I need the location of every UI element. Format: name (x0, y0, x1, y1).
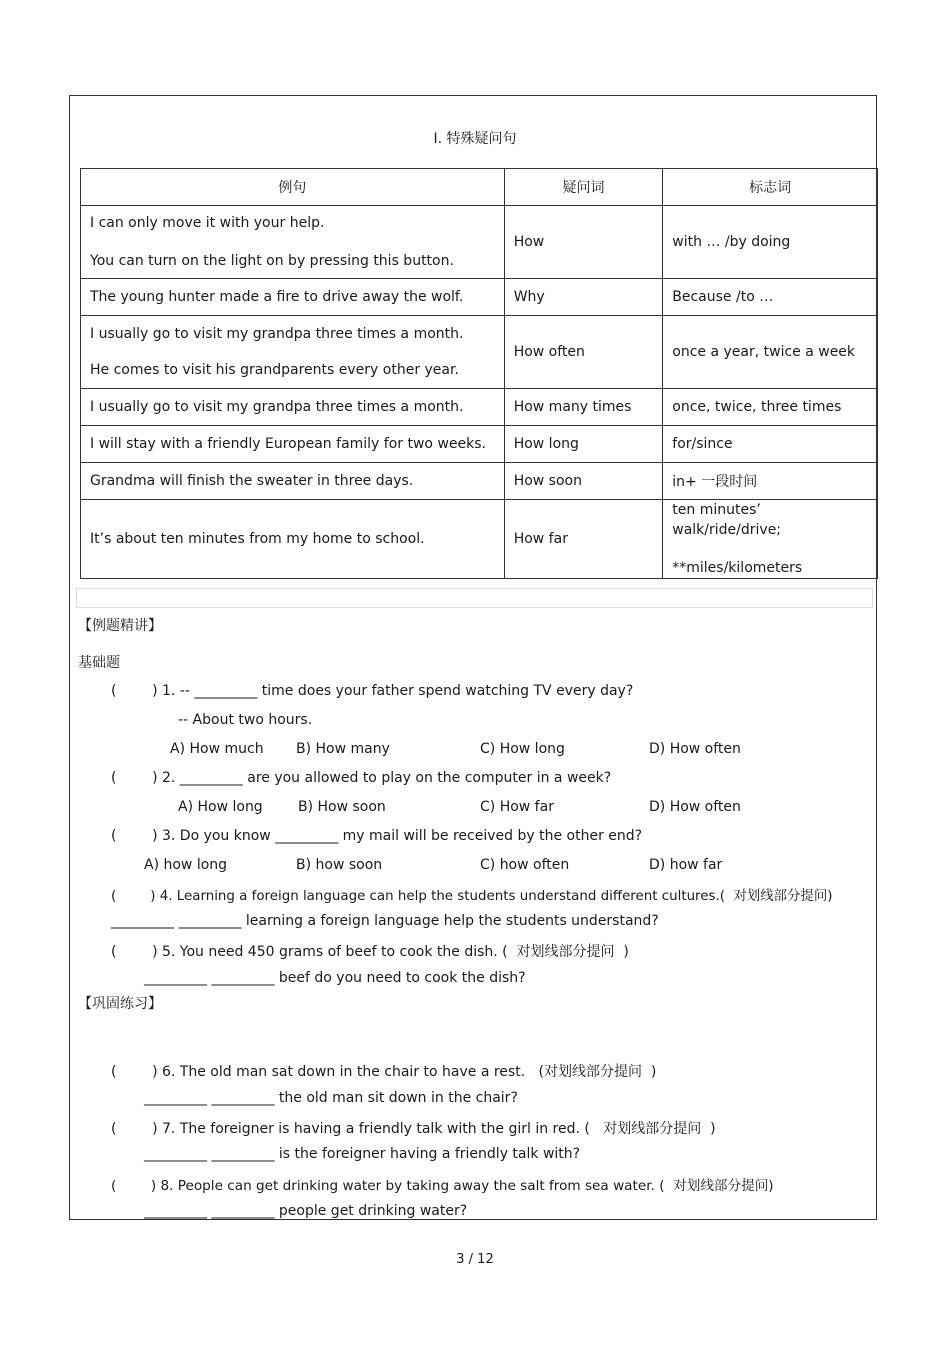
example-sentence: I can only move it with your help. (90, 215, 325, 231)
question-4: ( ) 4. Learning a foreign language can help the students understand different cultures.( 对划线部分提问) (111, 889, 833, 904)
question-3: ( ) 3. Do you know _________ my mail will be received by the other end? (111, 828, 643, 844)
question-8-blank: _________ _________ people get drinking water? (144, 1203, 468, 1219)
header-marker-word: 标志词 (663, 169, 878, 206)
table-row (81, 316, 878, 389)
option-d: D) how far (649, 857, 723, 873)
option-b: B) How soon (298, 799, 386, 815)
option-c: C) how often (480, 857, 570, 873)
marker-word: with … /by doing (663, 206, 878, 279)
example-heading: 【例题精讲】 (78, 618, 162, 634)
question-1-answer: -- About two hours. (178, 712, 313, 728)
question-word: How far (504, 500, 663, 579)
marker-word: Because /to … (663, 279, 878, 316)
table-row (81, 279, 878, 316)
consolidate-heading: 【巩固练习】 (78, 996, 162, 1012)
example-sentence: You can turn on the light on by pressing this button. (90, 253, 454, 269)
section-title: I. 特殊疑问句 (433, 131, 517, 147)
marker-word: in+ 一段时间 (663, 463, 878, 500)
option-c: C) How long (480, 741, 565, 757)
marker-word: **miles/kilometers (672, 560, 803, 576)
question-7-blank: _________ _________ is the foreigner having a friendly talk with? (144, 1146, 581, 1162)
question-5-blank: _________ _________ beef do you need to cook the dish? (144, 970, 526, 986)
page-number: 3 / 12 (456, 1252, 494, 1267)
question-word-table (80, 168, 878, 579)
table-row (81, 206, 878, 279)
question-1: ( ) 1. -- _________ time does your father spend watching TV every day? (111, 683, 634, 699)
question-word: How often (504, 316, 663, 389)
table-row (81, 463, 878, 500)
question-word: How soon (504, 463, 663, 500)
marker-word: once a year, twice a week (663, 316, 878, 389)
example-sentence: Grandma will finish the sweater in three days. (81, 463, 505, 500)
table-header-row (81, 169, 878, 206)
example-sentence: The young hunter made a fire to drive away the wolf. (81, 279, 505, 316)
example-sentence: I usually go to visit my grandpa three times a month. (90, 326, 464, 342)
question-2: ( ) 2. _________ are you allowed to play on the computer in a week? (111, 770, 612, 786)
question-6: ( ) 6. The old man sat down in the chair to have a rest. (对划线部分提问 ) (111, 1064, 657, 1080)
example-sentence: It’s about ten minutes from my home to school. (81, 500, 505, 579)
question-8: ( ) 8. People can get drinking water by taking away the salt from sea water. ( 对划线部分提问) (111, 1178, 774, 1194)
question-word: Why (504, 279, 663, 316)
option-d: D) How often (649, 741, 741, 757)
question-7: ( ) 7. The foreigner is having a friendly talk with the girl in red. ( 对划线部分提问 ) (111, 1121, 716, 1137)
marker-word: ten minutes’ walk/ride/drive; (672, 502, 782, 538)
option-b: B) How many (296, 741, 390, 757)
header-question-word: 疑问词 (504, 169, 663, 206)
example-sentence: He comes to visit his grandparents every other year. (90, 362, 459, 378)
example-sentence: I usually go to visit my grandpa three times a month. (81, 389, 505, 426)
marker-word: once, twice, three times (663, 389, 878, 426)
question-word: How (504, 206, 663, 279)
table-row (81, 389, 878, 426)
option-a: A) how long (144, 857, 228, 873)
option-a: A) How long (178, 799, 263, 815)
table-row (81, 500, 878, 579)
divider-box (76, 588, 873, 608)
question-4-blank: _________ _________ learning a foreign language help the students understand? (111, 913, 659, 929)
option-b: B) how soon (296, 857, 383, 873)
question-6-blank: _________ _________ the old man sit down in the chair? (144, 1090, 518, 1106)
basic-heading: 基础题 (78, 655, 120, 671)
option-a: A) How much (170, 741, 264, 757)
marker-word: for/since (663, 426, 878, 463)
example-sentence: I will stay with a friendly European family for two weeks. (81, 426, 505, 463)
option-c: C) How far (480, 799, 554, 815)
question-5: ( ) 5. You need 450 grams of beef to cook the dish. ( 对划线部分提问 ) (111, 944, 629, 960)
question-word: How long (504, 426, 663, 463)
question-word: How many times (504, 389, 663, 426)
table-row (81, 426, 878, 463)
header-example: 例句 (81, 169, 505, 206)
option-d: D) How often (649, 799, 741, 815)
